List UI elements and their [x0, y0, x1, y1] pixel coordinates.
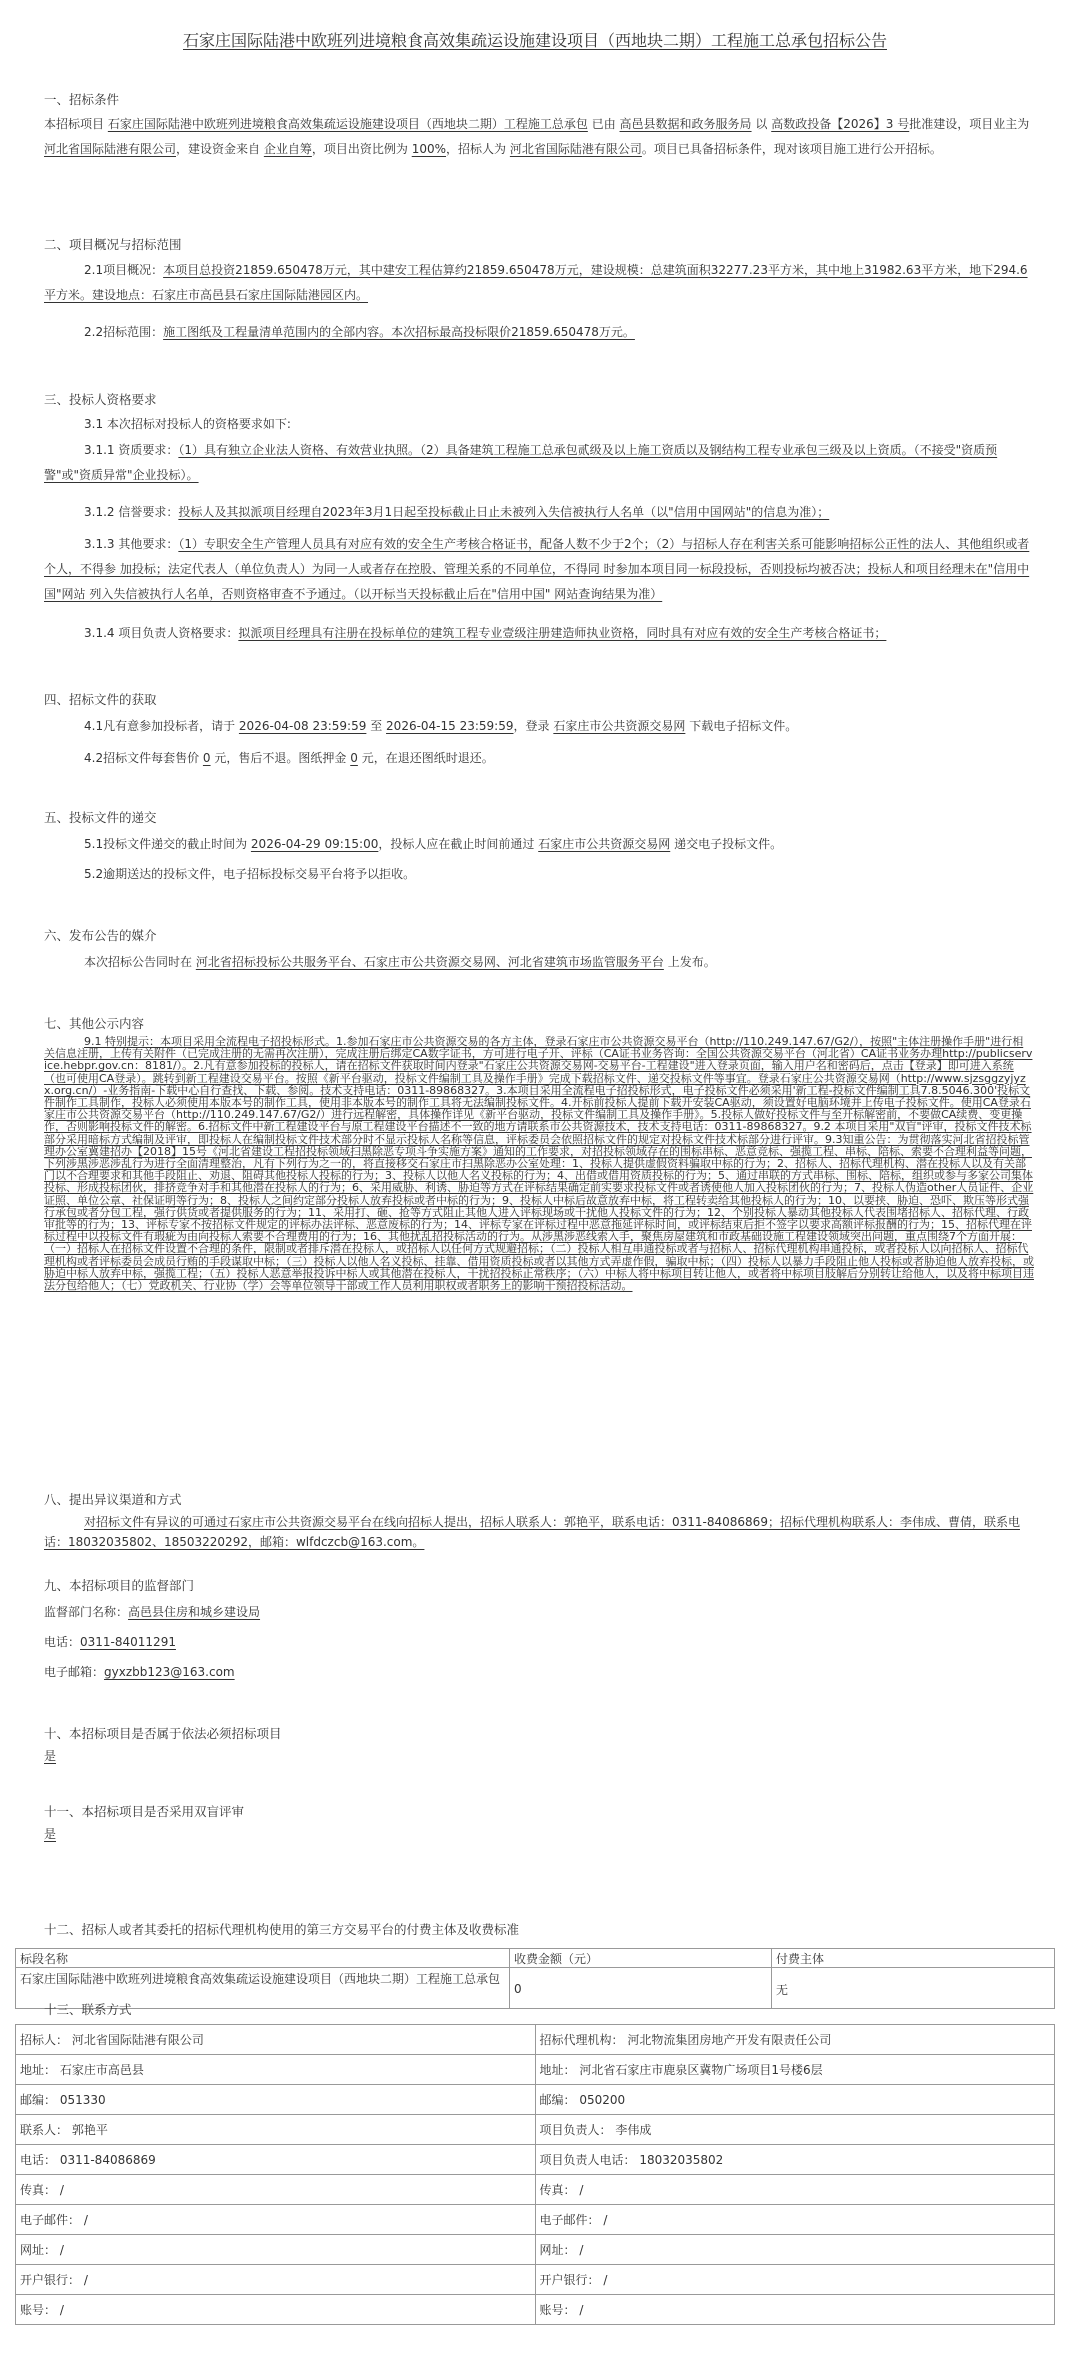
- section-2-heading: 二、项目概况与招标范围: [44, 237, 182, 252]
- submission-platform-link[interactable]: 石家庄市公共资源交易网: [538, 837, 671, 851]
- section-8-body: 对招标文件有异议的可通过石家庄市公共资源交易平台在线向招标人提出，招标人联系人：郭艳平，联系电话：0311-84086869；招标代理机构联系人：李伟成、曹倩，联系电话：18032035802、18503220292，邮箱：wlfdczcb@163.com。: [44, 1515, 1020, 1549]
- section-8-heading: 八、提出异议渠道和方式: [44, 1492, 182, 1507]
- section-4-heading: 四、招标文件的获取: [44, 692, 157, 707]
- s1-a: 已由: [591, 117, 616, 131]
- fee-table: [15, 1948, 1055, 2009]
- s1-prefix: 本招标项目: [44, 117, 105, 131]
- supervisor-dept: 监督部门名称：高邑县住房和城乡建设局: [44, 1605, 261, 1619]
- section-1-heading: 一、招标条件: [44, 92, 120, 107]
- section-10-answer: 是: [44, 1749, 57, 1763]
- section-13-heading: 十三、联系方式: [44, 2002, 132, 2017]
- section-3-other: 3.1.3 其他要求：（1）专职安全生产管理人员具有对应有效的安全生产考核合格证书，配备人数不少于2个；（2）与招标人存在利害关系可能影响招标公正性的法人、其他组织或者个人，不得参 加投标；法定代表人（单位负责人）为同一人或者存在控股、管理关系的不同单位，不得同 时参加本项目同一标段投标，否则投标均被否决；投标人和项目经理未在"信用中国"网站 列入失信被执行人名单，否则资格审查不予通过。（以开标当天投标截止后在"信用中国" 网站查询结果为准）: [44, 537, 1030, 601]
- supervisor-email-link[interactable]: gyxzbb123@163.com: [104, 1665, 235, 1679]
- contact-row: 传真： / 传真： /: [16, 2175, 1055, 2205]
- fee-cell-amount: 0: [510, 1968, 772, 2009]
- contact-row: 电子邮件： / 电子邮件： /: [16, 2205, 1055, 2235]
- approver: 高邑县数据和政务服务局: [619, 117, 752, 131]
- contact-row: 招标人： 河北省国际陆港有限公司 招标代理机构： 河北物流集团房地产开发有限责任公司: [16, 2025, 1055, 2055]
- supervisor-phone: 电话：0311-84011291: [44, 1635, 176, 1649]
- fee-cell-section: 石家庄国际陆港中欧班列进境粮食高效集疏运设施建设项目（西地块二期）工程施工总承包: [16, 1968, 510, 2009]
- supervisor-email: 电子邮箱：gyxzbb123@163.com: [44, 1665, 235, 1679]
- section-3-manager: 3.1.4 项目负责人资格要求：拟派项目经理具有注册在投标单位的建筑工程专业壹级注册建造师执业资格，同时具有对应有效的安全生产考核合格证书；: [84, 626, 887, 640]
- s1-g: 。项目已具备招标条件，现对该项目施工进行公开招标。: [641, 142, 942, 156]
- contact-row: 开户银行： / 开户银行： /: [16, 2265, 1055, 2295]
- s1-f: ，招标人为: [446, 142, 507, 156]
- section-5-line-1: 5.1投标文件递交的截止时间为 2026-04-29 09:15:00，投标人应在截止时间前通过 石家庄市公共资源交易网 递交电子投标文件。: [84, 837, 783, 851]
- contact-row: 地址： 石家庄市高邑县 地址： 河北省石家庄市鹿泉区冀物广场项目1号楼6层: [16, 2055, 1055, 2085]
- contact-row: 电话： 0311-84086869 项目负责人电话： 18032035802: [16, 2145, 1055, 2175]
- section-3-line-1: 3.1 本次招标对投标人的资格要求如下:: [84, 417, 291, 431]
- section-7-heading: 七、其他公示内容: [44, 1016, 145, 1031]
- section-6-heading: 六、发布公告的媒介: [44, 928, 157, 943]
- s1-b: 以: [755, 117, 768, 131]
- section-4-line-2: 4.2招标文件每套售价 0 元，售后不退。图纸押金 0 元，在退还图纸时退还。: [84, 751, 494, 765]
- fee-table-header: [16, 1949, 1055, 1968]
- s1-c: 批准建设，项目业主为: [909, 117, 1030, 131]
- contact-row: 网址： / 网址： /: [16, 2235, 1055, 2265]
- section-10-heading: 十、本招标项目是否属于依法必须招标项目: [44, 1726, 282, 1741]
- section-5-line-2: 5.2逾期送达的投标文件，电子招标投标交易平台将予以拒收。: [84, 867, 416, 881]
- contact-row: 账号： / 账号： /: [16, 2295, 1055, 2325]
- section-5-heading: 五、投标文件的递交: [44, 810, 157, 825]
- page-title: 石家庄国际陆港中欧班列进境粮食高效集疏运设施建设项目（西地块二期）工程施工总承包招标公告: [182, 31, 887, 50]
- section-2-line-1: 2.1项目概况：本项目总投资21859.650478万元，其中建安工程估算约21859.650478万元，建设规模：总建筑面积32277.23平方米，其中地上31982.63平方米，地下294.6平方米。建设地点：石家庄市高邑县石家庄国际陆港园区内。: [44, 263, 1028, 302]
- fund-ratio: 100%: [411, 142, 447, 156]
- fee-header-payer: 付费主体: [772, 1949, 1055, 1968]
- download-end: 2026-04-15 23:59:59: [386, 719, 514, 733]
- section-9-heading: 九、本招标项目的监督部门: [44, 1578, 195, 1593]
- contact-row: 联系人： 郭艳平 项目负责人： 李伟成: [16, 2115, 1055, 2145]
- contact-table: [15, 2024, 1055, 2325]
- fund-source: 企业自筹: [263, 142, 312, 156]
- tenderer: 河北省国际陆港有限公司: [509, 142, 642, 156]
- fee-table-row: [16, 1968, 1055, 2009]
- platform-link[interactable]: 石家庄市公共资源交易网: [553, 719, 686, 733]
- section-1-body: [44, 112, 1034, 162]
- section-2-line-2: 2.2招标范围：施工图纸及工程量清单范围内的全部内容。本次招标最高投标限价21859.650478万元。: [84, 325, 635, 339]
- section-3-heading: 三、投标人资格要求: [44, 392, 157, 407]
- project-name: 石家庄国际陆港中欧班列进境粮食高效集疏运设施建设项目（西地块二期）工程施工总承包: [107, 117, 588, 131]
- section-7-body: 9.1 特别提示：本项目采用全流程电子招投标形式。1.参加石家庄市公共资源交易的各方主体，登录石家庄市公共资源交易平台（http://110.249.147.67/G2/），按照"主体注册操作手册"进行相关信息注册，上传有关附件（已完成注册的无需再次注册），完成注册后绑定CA数字证书，方可进行电子开、评标（CA证书业务咨询：全国公共资源交易平台（河北省）CA证书业务办理http://publicservice.hebpr.gov.cn：8181/）。2.凡有意参加投标的投标人，请在招标文件获取时间内登录"石家庄公共资源交易网-交易平台-工程建设"进入登录页面，输入用户名和密码后，点击【登录】即可进入系统（也可使用CA登录）。跳转到新工程建设交易平台。按照《新平台驱动，投标文件编制工具及操作手册》完成下载招标文件、递交投标文件等事宜。登录石家庄公共资源交易网（http://www.sjzsggzyjyzx.org.cn/）-业务指南-下载中心自行查找、下载、参阅。技术支持电话：0311-89868327。3.本项目采用全流程电子招投标形式，电子投标文件必须采用'新工程-投标文件编制工具7.8.5046.300'投标文件制作工具制作，投标人必须使用本版本号的制作工具，使用非本版本号的制作工具将无法编制投标文件。4.开标前投标人提前下载开安装CA驱动，须设置好电脑环境并上传电子投标文件。使用CA登录石家庄市公共资源交易平台（http://110.249.147.67/G2/）进行远程解密，具体操作详见《新平台驱动，投标文件编制工具及操作手册》。5.投标人做好投标文件与至开标解密前，不要做CA续费、变更操作，否则影响投标文件的解密。6.招标文件中新工程建设平台与原工程建设平台描述不一致的地方请联系市公共资源技术，技术支持电话：0311-89868327。9.2 本项目采用"双盲"评审，投标文件技术标部分采用暗标方式编制及评审，即投标人在编制投标文件技术部分时不显示投标人名称等信息，评标委员会依照招标文件的规定对投标文件技术标部分进行评审。9.3知重公告：为贯彻落实河北省招投标管理办公室冀建招办【2018】15号《河北省建设工程招投标领域扫黑除恶专项斗争实施方案》通知的工作要求，对招投标领域存在的围标串标、恶意竞标、强揽工程、串标、陪标、索要不合理利益等问题，下列涉黑涉恶涉乱行为进行全面清理整治，凡有下列行为之一的，将直接移交石家庄市扫黑除恶办公室处理：1、投标人提供虚假资料骗取中标的行为；2、招标人、招标代理机构、潜在投标人以及有关部门以不合理要求和其他手段阻止、劝退、阻碍其他投标人投标的行为；3、投标人以他人名义投标的行为；4、出借或借用资质投标的行为；5、通过串联的方式串标、围标、陪标，组织或参与多家公司集体投标、形成投标团伙，排挤竞争对手和其他潜在投标人的行为；6、采用威胁、利诱、胁迫等方式在评标结果确定前实要求投标文件或者诱使他人加入投标团伙的行为；7、投标人伪造other人员证件、企业证照、单位公章、社保证明等行为；8、投标人之间约定部分投标人放弃投标或者中标的行为；9、投标人中标后故意放弃中标，将工程转卖给其他投标人的行为；10、以要挟、胁迫、恐吓、欺压等形式强行承包或者分包工程，强行供货或者提供服务的行为；11、采用打、砸、抢等方式阻止其他人进入评标现场或干扰他人投标文件的行为；12、个别投标人暴动其他投标人代表围堵招标人、招标代理、行政审批等的行为；13、评标专家不按招标文件规定的评标办法评标、恶意废标的行为；14、评标专家在评标过程中恶意拖延评标时间，或评标结束后拒不签字以要求高额评标报酬的行为；15、招标代理在评标过程中以投标文件有瑕疵为由向投标人索要不合理费用的行为；16、其他扰乱招投标活动的行为。从涉黑涉恶线索入手，聚焦房屋建筑和市政基础设施工程建设领域突出问题，重点围绕7个方面开展：（一）招标人在招标文件设置不合理的条件，限制或者排斥潜在投标人，或招标人以任何方式规避招标；（二）投标人相互串通投标或者与招标人、招标代理机构串通投标，或者投标人以向招标人、招标代理机构或者评标委员会成员行贿的手段谋取中标；（三）投标人以他人名义投标、挂靠、借用资质投标或者以其他方式弄虚作假，骗取中标；（四）投标人以暴力手段阻止他人投标或者胁迫他人放弃投标，或胁迫中标人放弃中标，强揽工程；（五）投标人恶意举报投诉中标人或其他潜在投标人，干扰招投标正常秩序；（六）中标人将中标项目转让他人，或者将中标项目肢解后分别转让给他人，以及将中标项目违法分包给他人；（七）党政机关、行业协（学）会等单位领导干部或工作人员利用职权或者职务上的影响干预招投标活动。: [44, 1035, 1034, 1293]
- contact-row: 邮编： 051330 邮编： 050200: [16, 2085, 1055, 2115]
- s1-d: ，建设资金来自: [176, 142, 261, 156]
- section-3-credit: 3.1.2 信誉要求：投标人及其拟派项目经理自2023年3月1日起至投标截止日止未被列入失信被执行人名单（以"信用中国网站"的信息为准）；: [84, 505, 830, 519]
- download-start: 2026-04-08 23:59:59: [238, 719, 367, 733]
- section-3-qualification: 3.1.1 资质要求：（1）具有独立企业法人资格、有效营业执照。（2）具备建筑工程施工总承包贰级及以上施工资质以及钢结构工程专业承包三级及以上资质。（不接受"资质预警"或"资质异常"企业投标）。: [44, 443, 998, 482]
- section-12-heading: 十二、招标人或者其委托的招标代理机构使用的第三方交易平台的付费主体及收费标准: [44, 1922, 520, 1937]
- section-11-answer: 是: [44, 1827, 57, 1841]
- approval-no: 高数政投备【2026】3 号: [771, 117, 910, 131]
- media-list: 河北省招标投标公共服务平台、石家庄市公共资源交易网、河北省建筑市场监管服务平台: [195, 955, 664, 969]
- fee-header-amount: 收费金额（元）: [510, 1949, 772, 1968]
- fee-header-section: 标段名称: [16, 1949, 510, 1968]
- section-4-line-1: 4.1凡有意参加投标者，请于 2026-04-08 23:59:59 至 2026-04-15 23:59:59，登录 石家庄市公共资源交易网 下载电子招标文件。: [84, 719, 798, 733]
- fee-cell-payer: 无: [772, 1968, 1055, 2009]
- submission-deadline: 2026-04-29 09:15:00: [250, 837, 379, 851]
- section-6-body: 本次招标公告同时在 河北省招标投标公共服务平台、石家庄市公共资源交易网、河北省建筑市场监管服务平台 上发布。: [84, 955, 716, 969]
- section-11-heading: 十一、本招标项目是否采用双盲评审: [44, 1804, 245, 1819]
- owner: 河北省国际陆港有限公司: [44, 142, 177, 156]
- s1-e: ，项目出资比例为: [311, 142, 408, 156]
